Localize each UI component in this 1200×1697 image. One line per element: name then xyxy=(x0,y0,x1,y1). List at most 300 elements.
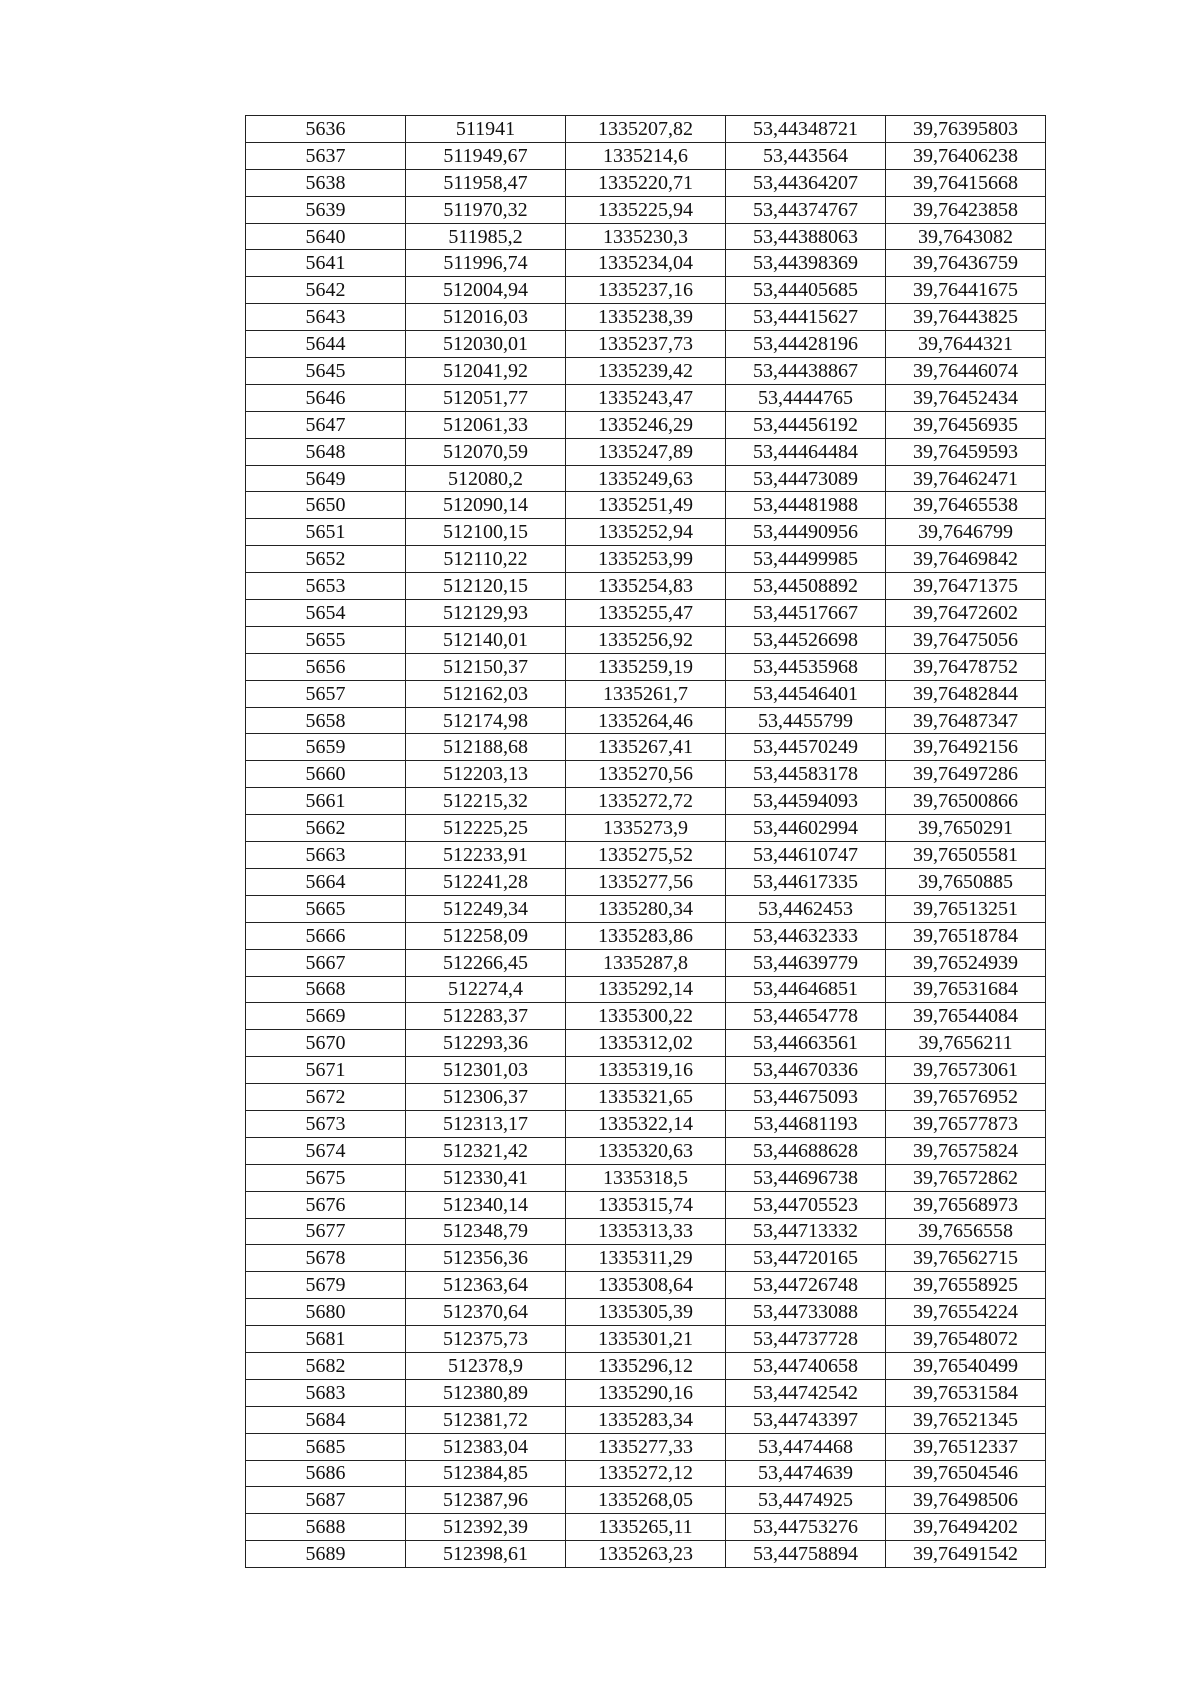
longitude-cell: 39,7650291 xyxy=(886,815,1046,842)
point-number-cell: 5677 xyxy=(246,1218,406,1245)
table-row xyxy=(246,1541,1046,1568)
point-number-cell: 5648 xyxy=(246,438,406,465)
longitude-cell: 39,76572862 xyxy=(886,1164,1046,1191)
point-number-cell: 5650 xyxy=(246,492,406,519)
latitude-cell: 53,44364207 xyxy=(726,169,886,196)
longitude-cell: 39,76513251 xyxy=(886,895,1046,922)
latitude-cell: 53,44456192 xyxy=(726,411,886,438)
latitude-cell: 53,44632333 xyxy=(726,922,886,949)
x-coordinate-cell: 512080,2 xyxy=(406,465,566,492)
y-coordinate-cell: 1335230,3 xyxy=(566,223,726,250)
x-coordinate-cell: 512016,03 xyxy=(406,304,566,331)
table-row xyxy=(246,573,1046,600)
point-number-cell: 5660 xyxy=(246,761,406,788)
table-row xyxy=(246,1514,1046,1541)
y-coordinate-cell: 1335308,64 xyxy=(566,1272,726,1299)
latitude-cell: 53,44720165 xyxy=(726,1245,886,1272)
x-coordinate-cell: 512348,79 xyxy=(406,1218,566,1245)
y-coordinate-cell: 1335287,8 xyxy=(566,949,726,976)
x-coordinate-cell: 512150,37 xyxy=(406,653,566,680)
point-number-cell: 5652 xyxy=(246,546,406,573)
point-number-cell: 5661 xyxy=(246,788,406,815)
point-number-cell: 5656 xyxy=(246,653,406,680)
point-number-cell: 5684 xyxy=(246,1406,406,1433)
point-number-cell: 5674 xyxy=(246,1137,406,1164)
longitude-cell: 39,76446074 xyxy=(886,358,1046,385)
longitude-cell: 39,76524939 xyxy=(886,949,1046,976)
table-row xyxy=(246,1218,1046,1245)
longitude-cell: 39,76544084 xyxy=(886,1003,1046,1030)
latitude-cell: 53,44740658 xyxy=(726,1352,886,1379)
longitude-cell: 39,76518784 xyxy=(886,922,1046,949)
x-coordinate-cell: 512110,22 xyxy=(406,546,566,573)
latitude-cell: 53,44570249 xyxy=(726,734,886,761)
latitude-cell: 53,44388063 xyxy=(726,223,886,250)
point-number-cell: 5676 xyxy=(246,1191,406,1218)
point-number-cell: 5689 xyxy=(246,1541,406,1568)
longitude-cell: 39,76472602 xyxy=(886,600,1046,627)
point-number-cell: 5665 xyxy=(246,895,406,922)
latitude-cell: 53,44663561 xyxy=(726,1030,886,1057)
x-coordinate-cell: 512340,14 xyxy=(406,1191,566,1218)
latitude-cell: 53,44398369 xyxy=(726,250,886,277)
longitude-cell: 39,76406238 xyxy=(886,142,1046,169)
table-row xyxy=(246,1406,1046,1433)
point-number-cell: 5664 xyxy=(246,868,406,895)
longitude-cell: 39,7656558 xyxy=(886,1218,1046,1245)
latitude-cell: 53,44490956 xyxy=(726,519,886,546)
longitude-cell: 39,76554224 xyxy=(886,1299,1046,1326)
x-coordinate-cell: 512392,39 xyxy=(406,1514,566,1541)
latitude-cell: 53,44742542 xyxy=(726,1379,886,1406)
y-coordinate-cell: 1335272,12 xyxy=(566,1460,726,1487)
x-coordinate-cell: 512370,64 xyxy=(406,1299,566,1326)
y-coordinate-cell: 1335315,74 xyxy=(566,1191,726,1218)
longitude-cell: 39,7644321 xyxy=(886,331,1046,358)
point-number-cell: 5638 xyxy=(246,169,406,196)
y-coordinate-cell: 1335251,49 xyxy=(566,492,726,519)
x-coordinate-cell: 512249,34 xyxy=(406,895,566,922)
y-coordinate-cell: 1335312,02 xyxy=(566,1030,726,1057)
latitude-cell: 53,44526698 xyxy=(726,626,886,653)
latitude-cell: 53,44705523 xyxy=(726,1191,886,1218)
latitude-cell: 53,44405685 xyxy=(726,277,886,304)
table-row xyxy=(246,895,1046,922)
longitude-cell: 39,76500866 xyxy=(886,788,1046,815)
y-coordinate-cell: 1335265,11 xyxy=(566,1514,726,1541)
table-row xyxy=(246,1326,1046,1353)
table-row xyxy=(246,868,1046,895)
x-coordinate-cell: 512090,14 xyxy=(406,492,566,519)
latitude-cell: 53,44681193 xyxy=(726,1110,886,1137)
latitude-cell: 53,44758894 xyxy=(726,1541,886,1568)
longitude-cell: 39,76423858 xyxy=(886,196,1046,223)
latitude-cell: 53,44546401 xyxy=(726,680,886,707)
point-number-cell: 5666 xyxy=(246,922,406,949)
table-row xyxy=(246,223,1046,250)
latitude-cell: 53,44753276 xyxy=(726,1514,886,1541)
x-coordinate-cell: 512381,72 xyxy=(406,1406,566,1433)
latitude-cell: 53,44670336 xyxy=(726,1057,886,1084)
y-coordinate-cell: 1335322,14 xyxy=(566,1110,726,1137)
x-coordinate-cell: 512283,37 xyxy=(406,1003,566,1030)
latitude-cell: 53,44617335 xyxy=(726,868,886,895)
y-coordinate-cell: 1335237,73 xyxy=(566,331,726,358)
longitude-cell: 39,76471375 xyxy=(886,573,1046,600)
y-coordinate-cell: 1335267,41 xyxy=(566,734,726,761)
table-row xyxy=(246,250,1046,277)
x-coordinate-cell: 512293,36 xyxy=(406,1030,566,1057)
longitude-cell: 39,76531584 xyxy=(886,1379,1046,1406)
longitude-cell: 39,76577873 xyxy=(886,1110,1046,1137)
longitude-cell: 39,76469842 xyxy=(886,546,1046,573)
x-coordinate-cell: 512129,93 xyxy=(406,600,566,627)
latitude-cell: 53,44508892 xyxy=(726,573,886,600)
x-coordinate-cell: 512384,85 xyxy=(406,1460,566,1487)
point-number-cell: 5683 xyxy=(246,1379,406,1406)
x-coordinate-cell: 512030,01 xyxy=(406,331,566,358)
longitude-cell: 39,76498506 xyxy=(886,1487,1046,1514)
y-coordinate-cell: 1335305,39 xyxy=(566,1299,726,1326)
point-number-cell: 5659 xyxy=(246,734,406,761)
x-coordinate-cell: 512356,36 xyxy=(406,1245,566,1272)
point-number-cell: 5667 xyxy=(246,949,406,976)
latitude-cell: 53,44428196 xyxy=(726,331,886,358)
x-coordinate-cell: 512225,25 xyxy=(406,815,566,842)
table-row xyxy=(246,1352,1046,1379)
table-row xyxy=(246,358,1046,385)
latitude-cell: 53,44743397 xyxy=(726,1406,886,1433)
longitude-cell: 39,76462471 xyxy=(886,465,1046,492)
longitude-cell: 39,7656211 xyxy=(886,1030,1046,1057)
table-row xyxy=(246,1460,1046,1487)
table-row xyxy=(246,1299,1046,1326)
table-row xyxy=(246,1110,1046,1137)
x-coordinate-cell: 511985,2 xyxy=(406,223,566,250)
longitude-cell: 39,76492156 xyxy=(886,734,1046,761)
table-row xyxy=(246,1272,1046,1299)
latitude-cell: 53,44654778 xyxy=(726,1003,886,1030)
table-row xyxy=(246,492,1046,519)
y-coordinate-cell: 1335296,12 xyxy=(566,1352,726,1379)
table-row xyxy=(246,1433,1046,1460)
longitude-cell: 39,76512337 xyxy=(886,1433,1046,1460)
longitude-cell: 39,76415668 xyxy=(886,169,1046,196)
y-coordinate-cell: 1335261,7 xyxy=(566,680,726,707)
table-row xyxy=(246,1057,1046,1084)
point-number-cell: 5641 xyxy=(246,250,406,277)
table-row xyxy=(246,949,1046,976)
table-row xyxy=(246,1191,1046,1218)
y-coordinate-cell: 1335220,71 xyxy=(566,169,726,196)
point-number-cell: 5673 xyxy=(246,1110,406,1137)
point-number-cell: 5643 xyxy=(246,304,406,331)
longitude-cell: 39,76436759 xyxy=(886,250,1046,277)
longitude-cell: 39,7650885 xyxy=(886,868,1046,895)
longitude-cell: 39,76395803 xyxy=(886,116,1046,143)
latitude-cell: 53,44688628 xyxy=(726,1137,886,1164)
y-coordinate-cell: 1335319,16 xyxy=(566,1057,726,1084)
x-coordinate-cell: 511949,67 xyxy=(406,142,566,169)
latitude-cell: 53,44602994 xyxy=(726,815,886,842)
point-number-cell: 5682 xyxy=(246,1352,406,1379)
y-coordinate-cell: 1335225,94 xyxy=(566,196,726,223)
point-number-cell: 5651 xyxy=(246,519,406,546)
longitude-cell: 39,76505581 xyxy=(886,842,1046,869)
x-coordinate-cell: 511970,32 xyxy=(406,196,566,223)
y-coordinate-cell: 1335313,33 xyxy=(566,1218,726,1245)
latitude-cell: 53,44499985 xyxy=(726,546,886,573)
point-number-cell: 5675 xyxy=(246,1164,406,1191)
x-coordinate-cell: 512100,15 xyxy=(406,519,566,546)
latitude-cell: 53,44517667 xyxy=(726,600,886,627)
point-number-cell: 5639 xyxy=(246,196,406,223)
y-coordinate-cell: 1335321,65 xyxy=(566,1084,726,1111)
y-coordinate-cell: 1335263,23 xyxy=(566,1541,726,1568)
point-number-cell: 5686 xyxy=(246,1460,406,1487)
point-number-cell: 5645 xyxy=(246,358,406,385)
point-number-cell: 5649 xyxy=(246,465,406,492)
table-row xyxy=(246,1003,1046,1030)
table-row xyxy=(246,1487,1046,1514)
x-coordinate-cell: 512233,91 xyxy=(406,842,566,869)
y-coordinate-cell: 1335277,33 xyxy=(566,1433,726,1460)
y-coordinate-cell: 1335318,5 xyxy=(566,1164,726,1191)
longitude-cell: 39,76497286 xyxy=(886,761,1046,788)
x-coordinate-cell: 512241,28 xyxy=(406,868,566,895)
point-number-cell: 5636 xyxy=(246,116,406,143)
coordinates-table xyxy=(245,115,1046,1568)
y-coordinate-cell: 1335207,82 xyxy=(566,116,726,143)
latitude-cell: 53,44481988 xyxy=(726,492,886,519)
table-row xyxy=(246,1245,1046,1272)
x-coordinate-cell: 511996,74 xyxy=(406,250,566,277)
longitude-cell: 39,76456935 xyxy=(886,411,1046,438)
latitude-cell: 53,44438867 xyxy=(726,358,886,385)
longitude-cell: 39,76521345 xyxy=(886,1406,1046,1433)
table-row xyxy=(246,1030,1046,1057)
longitude-cell: 39,76531684 xyxy=(886,976,1046,1003)
latitude-cell: 53,44696738 xyxy=(726,1164,886,1191)
x-coordinate-cell: 512313,17 xyxy=(406,1110,566,1137)
table-row xyxy=(246,734,1046,761)
table-row xyxy=(246,815,1046,842)
y-coordinate-cell: 1335214,6 xyxy=(566,142,726,169)
latitude-cell: 53,44594093 xyxy=(726,788,886,815)
latitude-cell: 53,44610747 xyxy=(726,842,886,869)
y-coordinate-cell: 1335243,47 xyxy=(566,384,726,411)
y-coordinate-cell: 1335320,63 xyxy=(566,1137,726,1164)
latitude-cell: 53,44726748 xyxy=(726,1272,886,1299)
x-coordinate-cell: 512061,33 xyxy=(406,411,566,438)
point-number-cell: 5662 xyxy=(246,815,406,842)
longitude-cell: 39,76540499 xyxy=(886,1352,1046,1379)
longitude-cell: 39,76452434 xyxy=(886,384,1046,411)
table-row xyxy=(246,680,1046,707)
table-row xyxy=(246,976,1046,1003)
longitude-cell: 39,76443825 xyxy=(886,304,1046,331)
table-row xyxy=(246,707,1046,734)
table-row xyxy=(246,1379,1046,1406)
latitude-cell: 53,44535968 xyxy=(726,653,886,680)
table-row xyxy=(246,465,1046,492)
x-coordinate-cell: 512380,89 xyxy=(406,1379,566,1406)
y-coordinate-cell: 1335238,39 xyxy=(566,304,726,331)
longitude-cell: 39,76487347 xyxy=(886,707,1046,734)
y-coordinate-cell: 1335268,05 xyxy=(566,1487,726,1514)
table-row xyxy=(246,788,1046,815)
point-number-cell: 5670 xyxy=(246,1030,406,1057)
point-number-cell: 5646 xyxy=(246,384,406,411)
table-row xyxy=(246,761,1046,788)
x-coordinate-cell: 511941 xyxy=(406,116,566,143)
x-coordinate-cell: 512330,41 xyxy=(406,1164,566,1191)
latitude-cell: 53,4474639 xyxy=(726,1460,886,1487)
table-row xyxy=(246,116,1046,143)
y-coordinate-cell: 1335254,83 xyxy=(566,573,726,600)
table-row xyxy=(246,1084,1046,1111)
latitude-cell: 53,44675093 xyxy=(726,1084,886,1111)
table-row xyxy=(246,546,1046,573)
point-number-cell: 5688 xyxy=(246,1514,406,1541)
longitude-cell: 39,76482844 xyxy=(886,680,1046,707)
table-row xyxy=(246,196,1046,223)
latitude-cell: 53,443564 xyxy=(726,142,886,169)
y-coordinate-cell: 1335252,94 xyxy=(566,519,726,546)
table-row xyxy=(246,626,1046,653)
longitude-cell: 39,76504546 xyxy=(886,1460,1046,1487)
y-coordinate-cell: 1335311,29 xyxy=(566,1245,726,1272)
point-number-cell: 5644 xyxy=(246,331,406,358)
y-coordinate-cell: 1335292,14 xyxy=(566,976,726,1003)
longitude-cell: 39,76491542 xyxy=(886,1541,1046,1568)
point-number-cell: 5654 xyxy=(246,600,406,627)
y-coordinate-cell: 1335264,46 xyxy=(566,707,726,734)
latitude-cell: 53,4455799 xyxy=(726,707,886,734)
x-coordinate-cell: 512051,77 xyxy=(406,384,566,411)
coordinates-table-body xyxy=(246,116,1046,1568)
x-coordinate-cell: 512258,09 xyxy=(406,922,566,949)
x-coordinate-cell: 512120,15 xyxy=(406,573,566,600)
latitude-cell: 53,44639779 xyxy=(726,949,886,976)
longitude-cell: 39,76558925 xyxy=(886,1272,1046,1299)
longitude-cell: 39,76441675 xyxy=(886,277,1046,304)
point-number-cell: 5658 xyxy=(246,707,406,734)
point-number-cell: 5671 xyxy=(246,1057,406,1084)
latitude-cell: 53,4474925 xyxy=(726,1487,886,1514)
x-coordinate-cell: 512375,73 xyxy=(406,1326,566,1353)
table-row xyxy=(246,842,1046,869)
point-number-cell: 5655 xyxy=(246,626,406,653)
longitude-cell: 39,76576952 xyxy=(886,1084,1046,1111)
table-row xyxy=(246,600,1046,627)
latitude-cell: 53,44473089 xyxy=(726,465,886,492)
point-number-cell: 5668 xyxy=(246,976,406,1003)
longitude-cell: 39,76575824 xyxy=(886,1137,1046,1164)
x-coordinate-cell: 512174,98 xyxy=(406,707,566,734)
y-coordinate-cell: 1335239,42 xyxy=(566,358,726,385)
y-coordinate-cell: 1335256,92 xyxy=(566,626,726,653)
y-coordinate-cell: 1335237,16 xyxy=(566,277,726,304)
x-coordinate-cell: 512398,61 xyxy=(406,1541,566,1568)
x-coordinate-cell: 512274,4 xyxy=(406,976,566,1003)
x-coordinate-cell: 512188,68 xyxy=(406,734,566,761)
x-coordinate-cell: 512215,32 xyxy=(406,788,566,815)
longitude-cell: 39,76562715 xyxy=(886,1245,1046,1272)
y-coordinate-cell: 1335290,16 xyxy=(566,1379,726,1406)
point-number-cell: 5647 xyxy=(246,411,406,438)
longitude-cell: 39,76548072 xyxy=(886,1326,1046,1353)
x-coordinate-cell: 512140,01 xyxy=(406,626,566,653)
table-row xyxy=(246,277,1046,304)
table-row xyxy=(246,1137,1046,1164)
latitude-cell: 53,44583178 xyxy=(726,761,886,788)
y-coordinate-cell: 1335270,56 xyxy=(566,761,726,788)
point-number-cell: 5653 xyxy=(246,573,406,600)
x-coordinate-cell: 512070,59 xyxy=(406,438,566,465)
longitude-cell: 39,7646799 xyxy=(886,519,1046,546)
y-coordinate-cell: 1335277,56 xyxy=(566,868,726,895)
longitude-cell: 39,76573061 xyxy=(886,1057,1046,1084)
latitude-cell: 53,4474468 xyxy=(726,1433,886,1460)
x-coordinate-cell: 512301,03 xyxy=(406,1057,566,1084)
table-row xyxy=(246,331,1046,358)
longitude-cell: 39,76465538 xyxy=(886,492,1046,519)
x-coordinate-cell: 512363,64 xyxy=(406,1272,566,1299)
table-row xyxy=(246,519,1046,546)
x-coordinate-cell: 512041,92 xyxy=(406,358,566,385)
latitude-cell: 53,44374767 xyxy=(726,196,886,223)
table-row xyxy=(246,1164,1046,1191)
y-coordinate-cell: 1335249,63 xyxy=(566,465,726,492)
table-row xyxy=(246,411,1046,438)
latitude-cell: 53,44737728 xyxy=(726,1326,886,1353)
point-number-cell: 5663 xyxy=(246,842,406,869)
y-coordinate-cell: 1335255,47 xyxy=(566,600,726,627)
y-coordinate-cell: 1335300,22 xyxy=(566,1003,726,1030)
y-coordinate-cell: 1335253,99 xyxy=(566,546,726,573)
x-coordinate-cell: 512387,96 xyxy=(406,1487,566,1514)
table-row xyxy=(246,438,1046,465)
longitude-cell: 39,76475056 xyxy=(886,626,1046,653)
table-row xyxy=(246,142,1046,169)
longitude-cell: 39,76568973 xyxy=(886,1191,1046,1218)
point-number-cell: 5640 xyxy=(246,223,406,250)
x-coordinate-cell: 512321,42 xyxy=(406,1137,566,1164)
longitude-cell: 39,76459593 xyxy=(886,438,1046,465)
y-coordinate-cell: 1335280,34 xyxy=(566,895,726,922)
point-number-cell: 5687 xyxy=(246,1487,406,1514)
point-number-cell: 5681 xyxy=(246,1326,406,1353)
y-coordinate-cell: 1335246,29 xyxy=(566,411,726,438)
x-coordinate-cell: 512266,45 xyxy=(406,949,566,976)
y-coordinate-cell: 1335273,9 xyxy=(566,815,726,842)
point-number-cell: 5685 xyxy=(246,1433,406,1460)
longitude-cell: 39,76494202 xyxy=(886,1514,1046,1541)
x-coordinate-cell: 511958,47 xyxy=(406,169,566,196)
latitude-cell: 53,44713332 xyxy=(726,1218,886,1245)
table-row xyxy=(246,169,1046,196)
table-row xyxy=(246,304,1046,331)
point-number-cell: 5637 xyxy=(246,142,406,169)
y-coordinate-cell: 1335283,86 xyxy=(566,922,726,949)
y-coordinate-cell: 1335275,52 xyxy=(566,842,726,869)
table-row xyxy=(246,653,1046,680)
latitude-cell: 53,44464484 xyxy=(726,438,886,465)
point-number-cell: 5642 xyxy=(246,277,406,304)
latitude-cell: 53,44348721 xyxy=(726,116,886,143)
point-number-cell: 5679 xyxy=(246,1272,406,1299)
